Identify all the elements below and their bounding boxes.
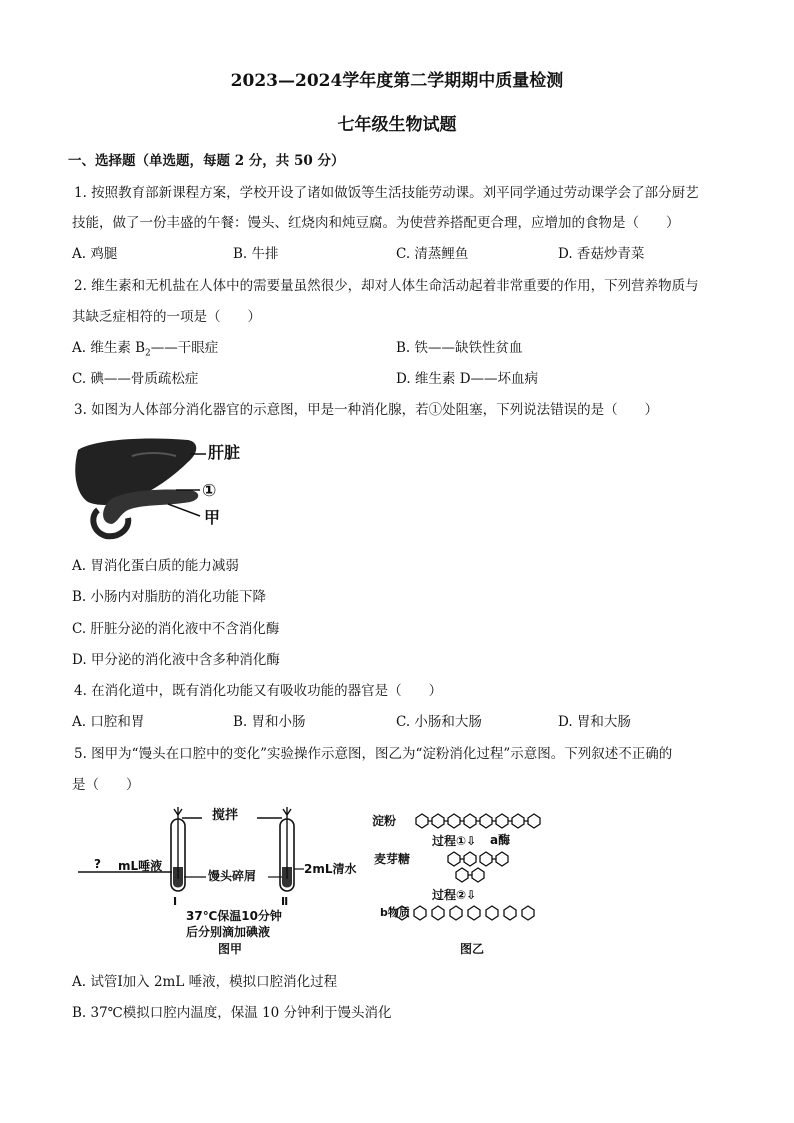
q4-option-d: D. 胃和大肠: [558, 714, 631, 730]
digestive-organs-figure: [72, 432, 262, 542]
q5-option-a: A. 试管Ⅰ加入 2mL 唾液，模拟口腔消化过程: [72, 974, 338, 990]
substance-b-label: b物质: [380, 906, 410, 919]
q2-option-a: [72, 339, 218, 363]
q2-option-d: D. 维生素 D——坏血病: [396, 371, 539, 387]
saliva-volume-unknown: ?: [94, 857, 101, 871]
exam-subtitle: 七年级生物试题: [337, 115, 457, 135]
q4-stem: 4. 在消化道中，既有消化功能又有吸收功能的器官是（ ）: [74, 683, 443, 699]
starch-label: 淀粉: [372, 814, 397, 828]
exam-title: 2023—2024学年度第二学期期中质量检测: [230, 71, 564, 91]
q1-option-b: B. 牛排: [233, 246, 279, 262]
q1-option-c: C. 清蒸鲤鱼: [396, 246, 469, 262]
q2-option-c: C. 碘——骨质疏松症: [72, 371, 199, 387]
figure-yi: [372, 810, 552, 960]
q4-option-c: C. 小肠和大肠: [396, 714, 482, 730]
q5-option-b: B. 37℃模拟口腔内温度，保温 10 分钟利于馒头消化: [72, 1005, 392, 1021]
tube-2-label: Ⅱ: [281, 895, 289, 908]
saliva-label: mL唾液: [118, 859, 163, 873]
q5-stem-line1: 5. 图甲为“馒头在口腔中的变化”实验操作示意图，图乙为“淀粉消化过程”示意图。下列叙述不正确的: [74, 746, 673, 762]
process-2-label: 过程②⇩: [432, 888, 477, 902]
q1-option-a: A. 鸡腿: [72, 246, 118, 262]
q3-option-b: B. 小肠内对脂肪的消化功能下降: [72, 589, 267, 605]
q2-option-a-sub: 2: [145, 348, 151, 359]
q5-stem-line2: 是（ ）: [72, 777, 140, 793]
section-heading: 一、选择题（单选题，每题 2 分，共 50 分）: [68, 153, 345, 169]
water-label: 2mL清水: [304, 862, 357, 876]
incubation-note-line2: 后分别滴加碘液: [186, 925, 271, 939]
q2-stem-line1: 2. 维生素和无机盐在人体中的需要量虽然很少，却对人体生命活动起着非常重要的作用，下列营养物质与: [74, 278, 699, 294]
q1-stem-line1: 1. 按照教育部新课程方案，学校开设了诸如做饭等生活技能劳动课。刘平同学通过劳动课学会了部分厨艺: [74, 185, 699, 201]
q3-option-c: C. 肝脏分泌的消化液中不含消化酶: [72, 621, 280, 637]
figure-yi-caption: 图乙: [460, 942, 485, 956]
figure-jia: [72, 805, 362, 960]
process-1-label: 过程①⇩: [432, 834, 477, 848]
q1-stem-line2: 技能，做了一份丰盛的午餐：馒头、红烧肉和炖豆腐。为使营养搭配更合理，应增加的食物是（ ）: [72, 215, 680, 231]
q2-option-a-pre: A. 维生素 B: [72, 340, 146, 356]
q2-option-b: B. 铁——缺铁性贫血: [396, 340, 523, 356]
q4-option-b: B. 胃和小肠: [233, 714, 306, 730]
q2-option-a-post: ——干眼症: [150, 340, 219, 356]
q2-stem-line2: 其缺乏症相符的一项是（ ）: [72, 309, 261, 325]
enzyme-a-label: a酶: [490, 833, 511, 847]
q3-option-a: A. 胃消化蛋白质的能力减弱: [72, 558, 239, 574]
incubation-note-line1: 37℃保温10分钟: [186, 909, 282, 923]
liver-label: 肝脏: [208, 443, 241, 462]
maltose-label: 麦芽糖: [374, 852, 411, 866]
tube-1-label: Ⅰ: [173, 895, 178, 908]
figure-jia-caption: 图甲: [218, 942, 243, 956]
gland-jia-label: 甲: [204, 508, 221, 527]
q4-option-a: A. 口腔和胃: [72, 714, 145, 730]
q3-option-d: D. 甲分泌的消化液中含多种消化酶: [72, 652, 280, 668]
q3-stem: 3. 如图为人体部分消化器官的示意图，甲是一种消化腺，若①处阻塞，下列说法错误的是（ ）: [74, 402, 659, 418]
duct-1-label: ①: [202, 481, 217, 501]
q1-option-d: D. 香菇炒青菜: [558, 246, 645, 262]
stir-label: 搅拌: [212, 808, 239, 823]
bread-crumbs-label: 馒头碎屑: [208, 869, 257, 883]
